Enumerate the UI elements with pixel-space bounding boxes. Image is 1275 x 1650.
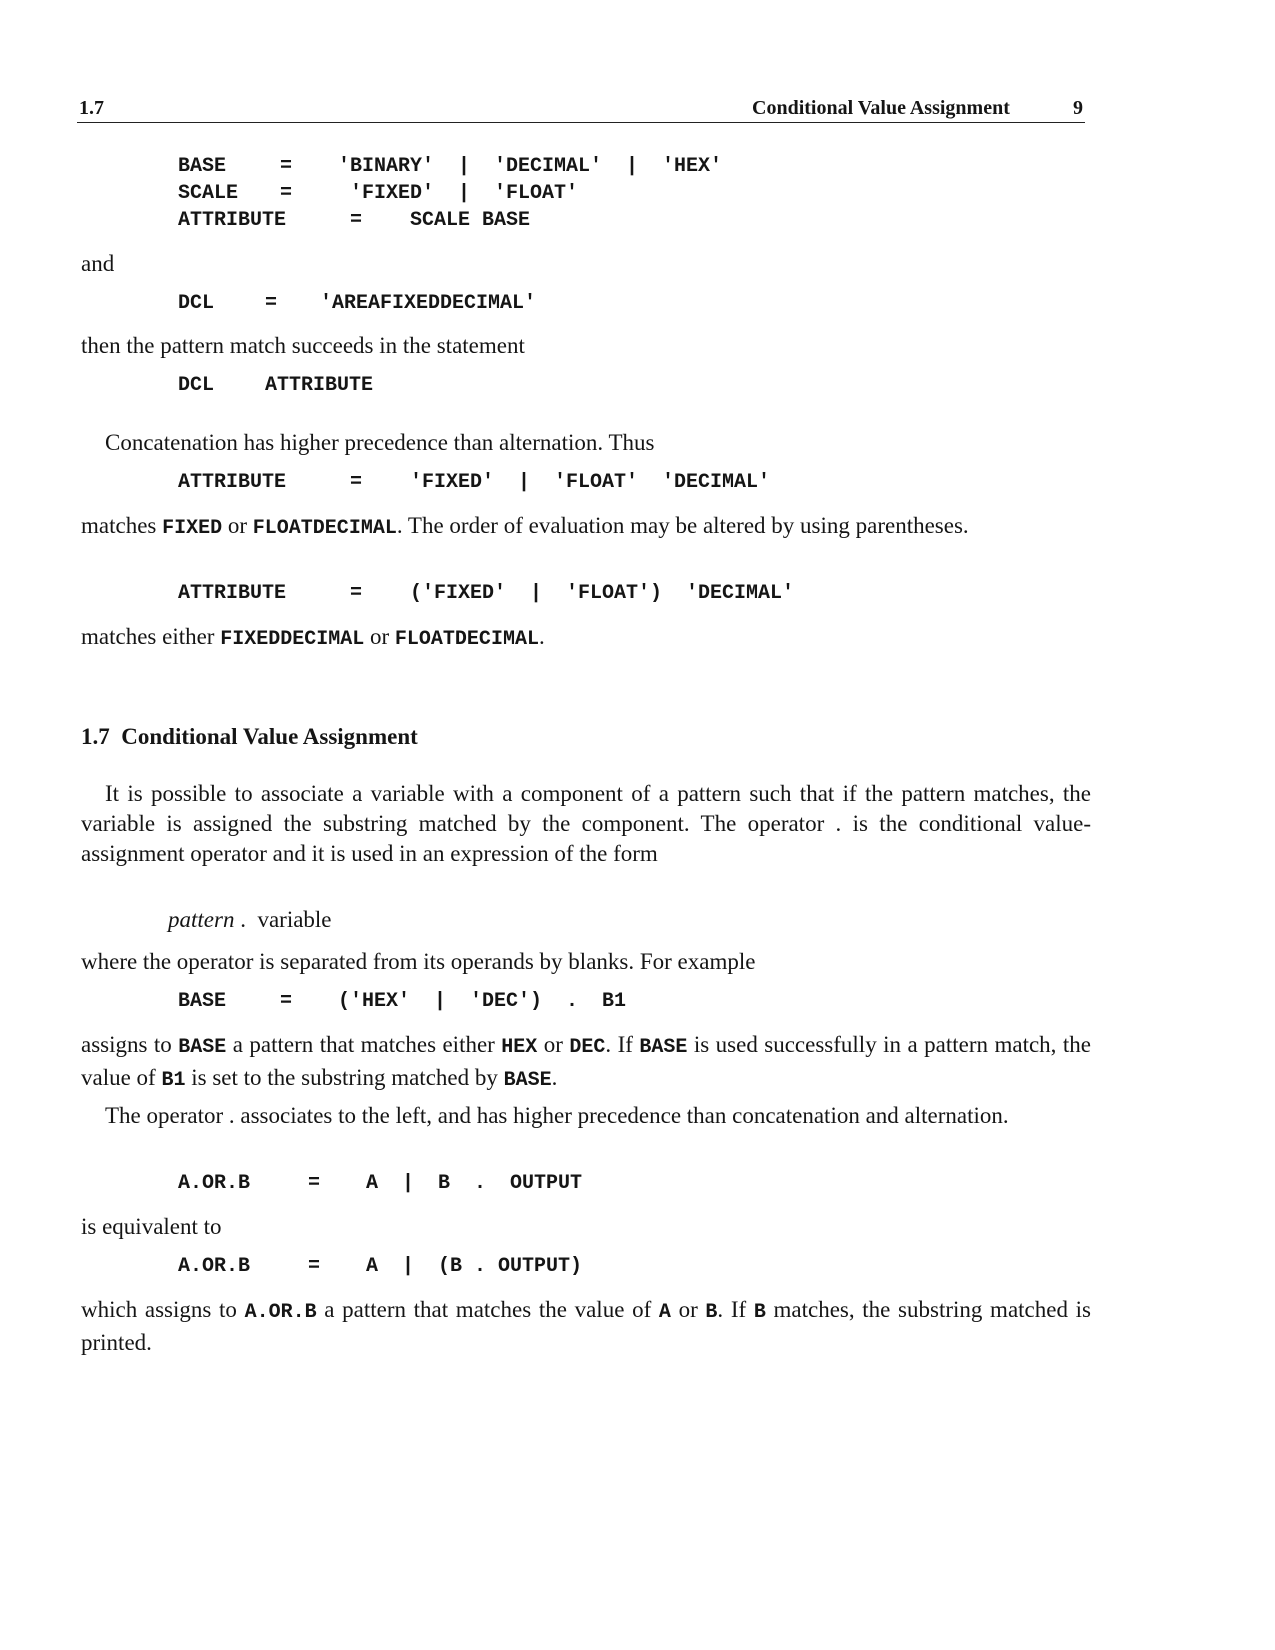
code-lhs: BASE xyxy=(178,155,227,178)
text-run: . xyxy=(538,624,545,649)
code-inline: FLOATDECIMAL xyxy=(252,517,397,540)
form-pattern: pattern xyxy=(168,907,235,932)
header-rule xyxy=(77,122,1085,123)
code-rhs: 'AREAFIXEDDECIMAL' xyxy=(320,292,537,315)
text-run: . If xyxy=(717,1297,754,1322)
text-run: or xyxy=(364,624,395,649)
code-op: = xyxy=(280,155,293,178)
text-run: . If xyxy=(605,1032,640,1057)
section-heading xyxy=(81,722,1091,752)
text-run: a pattern that matches either xyxy=(226,1032,502,1057)
code-rhs: 'BINARY' | 'DECIMAL' | 'HEX' xyxy=(338,155,723,178)
code-lhs: ATTRIBUTE xyxy=(178,209,287,232)
text-run: . The order of evaluation may be altered by using parentheses. xyxy=(396,513,969,538)
assigns-paragraph xyxy=(81,1030,1091,1096)
final-paragraph xyxy=(81,1295,1091,1358)
code-op: = xyxy=(265,292,278,315)
code-inline: HEX xyxy=(501,1036,538,1059)
header-section-number: 1.7 xyxy=(79,97,104,119)
code-rhs: SCALE BASE xyxy=(410,209,531,232)
code-rhs: A | (B . OUTPUT) xyxy=(366,1255,583,1278)
code-op: = xyxy=(280,182,293,205)
text-run: which assigns to xyxy=(81,1297,245,1322)
form-line xyxy=(168,905,768,935)
code-op: = xyxy=(350,582,363,605)
code-rhs: ('FIXED' | 'FLOAT') 'DECIMAL' xyxy=(410,582,795,605)
header-page-number: 9 xyxy=(1073,97,1083,119)
text-run: matches xyxy=(81,513,163,538)
code-rhs: A | B . OUTPUT xyxy=(366,1172,583,1195)
text-run: . xyxy=(551,1065,558,1090)
code-op: = xyxy=(308,1172,321,1195)
code-inline: DEC xyxy=(569,1036,606,1059)
text-run: or xyxy=(537,1032,570,1057)
text-run: a pattern that matches the value of xyxy=(316,1297,659,1322)
code-inline: BASE xyxy=(503,1069,552,1092)
code-op: = xyxy=(350,471,363,494)
text-run: or xyxy=(670,1297,706,1322)
code-op: = xyxy=(280,990,293,1013)
and-text: and xyxy=(81,251,115,276)
where-text: where the operator is separated from its operands by blanks. For example xyxy=(81,949,756,974)
intro-paragraph: It is possible to associate a variable with a component of a pattern such that if the pattern matches, the variable is assigned the substring matched by the component. The operator . is the conditional value-assignment operator and it is used in an expression of the form xyxy=(81,781,1091,866)
code-lhs: SCALE xyxy=(178,182,239,205)
code-inline: B xyxy=(753,1301,766,1324)
code-rhs: 'FIXED' | 'FLOAT' xyxy=(350,182,579,205)
code-op: = xyxy=(350,209,363,232)
text-run: is used successfully in a pattern match, the value of xyxy=(81,1032,1091,1090)
text-run: assigns to xyxy=(81,1032,179,1057)
code-stmt-subject: ATTRIBUTE xyxy=(265,374,374,397)
code-lhs: DCL xyxy=(178,292,215,315)
code-inline: B xyxy=(705,1301,718,1324)
operator-paragraph: The operator . associates to the left, and has higher precedence than concatenation and alternation. xyxy=(105,1103,1009,1128)
section-number: 1.7 xyxy=(81,724,110,749)
code-rhs: 'FIXED' | 'FLOAT' 'DECIMAL' xyxy=(410,471,771,494)
text-run: or xyxy=(222,513,253,538)
code-lhs: A.OR.B xyxy=(178,1172,251,1195)
equiv-text: is equivalent to xyxy=(81,1214,222,1239)
form-variable: variable xyxy=(257,907,332,932)
section-title: Conditional Value Assignment xyxy=(121,724,418,749)
code-inline: FIXEDDECIMAL xyxy=(220,628,365,651)
matches-paragraph-1 xyxy=(81,511,1091,544)
form-dot: . xyxy=(240,907,246,932)
code-stmt-label: DCL xyxy=(178,374,215,397)
code-lhs: A.OR.B xyxy=(178,1255,251,1278)
concat-text: Concatenation has higher precedence than alternation. Thus xyxy=(105,430,655,455)
text-run: is set to the substring matched by xyxy=(185,1065,504,1090)
header-title: Conditional Value Assignment xyxy=(752,97,1010,119)
code-inline: A xyxy=(658,1301,671,1324)
code-lhs: BASE xyxy=(178,990,227,1013)
code-op: = xyxy=(308,1255,321,1278)
code-rhs: ('HEX' | 'DEC') . B1 xyxy=(338,990,627,1013)
code-inline: B1 xyxy=(161,1069,186,1092)
code-lhs: ATTRIBUTE xyxy=(178,582,287,605)
matches-paragraph-2 xyxy=(81,622,1091,655)
code-lhs: ATTRIBUTE xyxy=(178,471,287,494)
text-run: matches either xyxy=(81,624,221,649)
then-text: then the pattern match succeeds in the statement xyxy=(81,333,525,358)
code-inline: BASE xyxy=(178,1036,227,1059)
code-inline: BASE xyxy=(639,1036,688,1059)
code-inline: A.OR.B xyxy=(244,1301,317,1324)
code-inline: FLOATDECIMAL xyxy=(394,628,539,651)
text-run: matches, the substring matched is printed. xyxy=(81,1297,1091,1355)
code-inline: FIXED xyxy=(162,517,223,540)
